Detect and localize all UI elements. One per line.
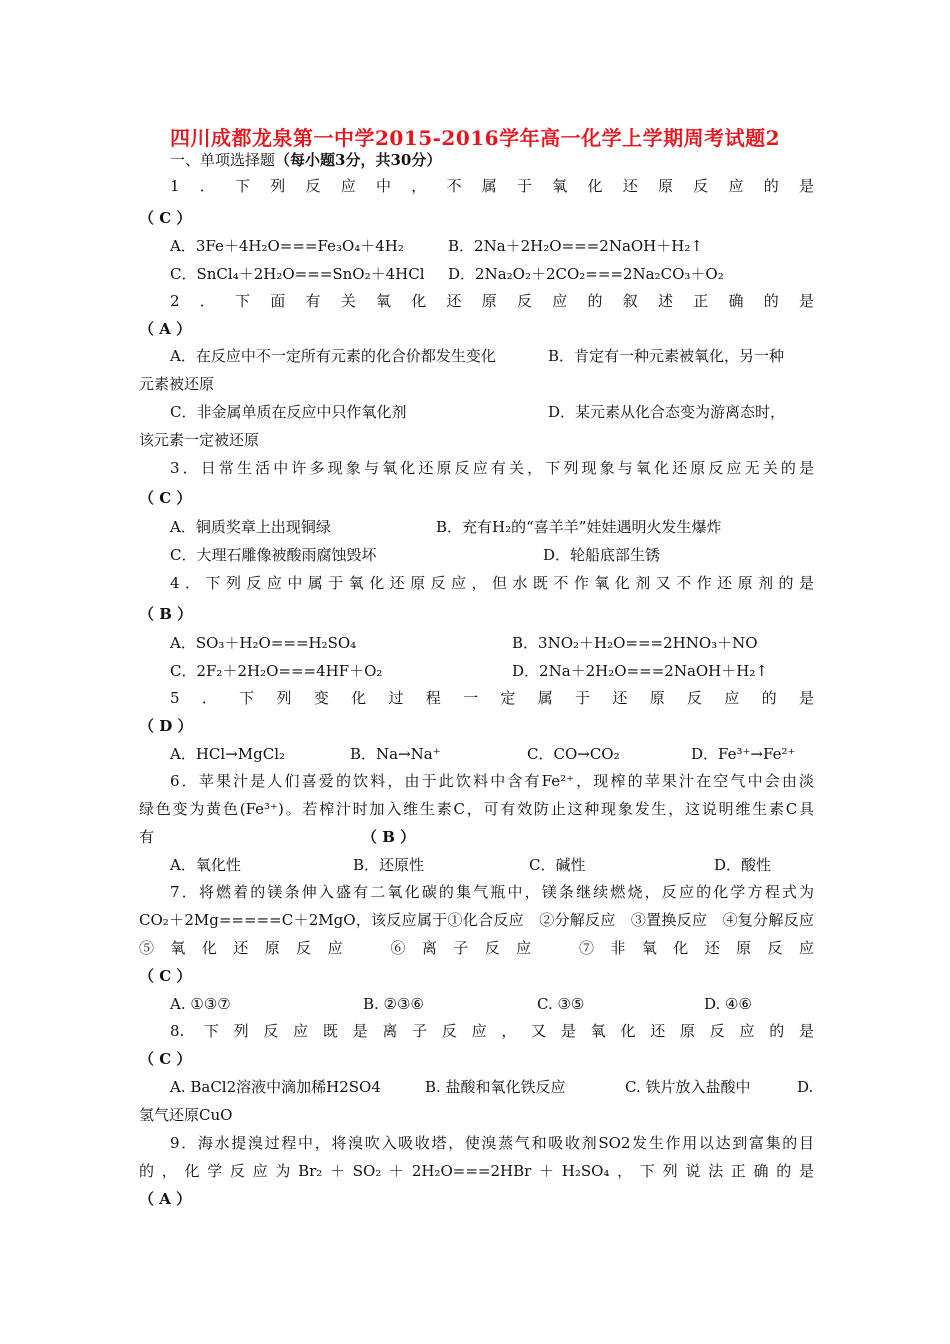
q8-option-d: D. bbox=[797, 1078, 814, 1096]
q5-option-b: B．Na→Na⁺ bbox=[350, 745, 441, 763]
q8-option-c: C. 铁片放入盐酸中 bbox=[625, 1078, 751, 1096]
q6-answer: （ B ） bbox=[362, 828, 416, 846]
q7-answer: （ C ） bbox=[139, 967, 192, 985]
q2-option-a: A．在反应中不一定所有元素的化合价都发生变化 bbox=[170, 347, 496, 365]
q8-stem: 8. 下列反应既是离子反应，又是氧化还原反应的是 bbox=[170, 1022, 814, 1040]
q1-option-b: B．2Na＋2H₂O===2NaOH＋H₂↑ bbox=[448, 237, 703, 255]
q1-option-d: D．2Na₂O₂＋2CO₂===2Na₂CO₃＋O₂ bbox=[448, 265, 724, 283]
q2-answer: （ A ） bbox=[139, 320, 192, 338]
q7-option-c: C. ③⑤ bbox=[537, 995, 585, 1013]
q1-option-c: C．SnCl₄＋2H₂O===SnO₂＋4HCl bbox=[170, 265, 425, 283]
q1-option-a: A．3Fe＋4H₂O===Fe₃O₄＋4H₂ bbox=[170, 237, 404, 255]
q8-option-d-cont: 氢气还原CuO bbox=[139, 1106, 233, 1124]
q7-stem-line3: ⑤氧化还原反应 ⑥离子反应 ⑦非氧化还原反应 bbox=[139, 939, 814, 957]
q6-option-a: A．氧化性 bbox=[170, 856, 241, 874]
q4-answer: （ B ） bbox=[139, 605, 193, 623]
q4-option-a: A．SO₃＋H₂O===H₂SO₄ bbox=[170, 634, 357, 652]
q2-option-b: B．肯定有一种元素被氧化，另一种 bbox=[548, 347, 785, 365]
q6-stem-line1: 6．苹果汁是人们喜爱的饮料，由于此饮料中含有Fe²⁺，现榨的苹果汁在空气中会由淡 bbox=[170, 772, 814, 790]
q7-stem-line2: CO₂＋2Mg=====C＋2MgO，该反应属于①化合反应 ②分解反应 ③置换反应 ④复分解反应 bbox=[139, 911, 814, 929]
q6-stem-line3: 有 bbox=[139, 828, 155, 846]
q4-option-b: B．3NO₂＋H₂O===2HNO₃＋NO bbox=[512, 634, 758, 652]
q4-option-c: C．2F₂＋2H₂O===4HF＋O₂ bbox=[170, 662, 383, 680]
q5-answer: （ D ） bbox=[139, 717, 193, 735]
q5-option-a: A．HCl→MgCl₂ bbox=[170, 745, 286, 763]
q2-option-b-cont: 元素被还原 bbox=[139, 375, 215, 393]
q3-option-c: C．大理石雕像被酸雨腐蚀毁坏 bbox=[170, 546, 377, 564]
q3-option-a: A．铜质奖章上出现铜绿 bbox=[170, 518, 331, 536]
q2-stem: 2．下面有关氧化还原反应的叙述正确的是 bbox=[170, 292, 814, 310]
q1-stem: 1．下列反应中，不属于氧化还原反应的是 bbox=[170, 177, 814, 195]
q3-option-b: B．充有H₂的“喜羊羊”娃娃遇明火发生爆炸 bbox=[436, 518, 722, 536]
q1-answer: （ C ） bbox=[139, 209, 192, 227]
q6-stem-line2: 绿色变为黄色(Fe³⁺)。若榨汁时加入维生素C，可有效防止这种现象发生，这说明维生素C具 bbox=[139, 800, 814, 818]
q7-option-d: D. ④⑥ bbox=[704, 995, 752, 1013]
q5-option-d: D．Fe³⁺→Fe²⁺ bbox=[691, 745, 796, 763]
q2-option-d: D．某元素从化合态变为游离态时， bbox=[548, 403, 786, 421]
q2-option-d-cont: 该元素一定被还原 bbox=[139, 431, 260, 449]
section-label: 一、单项选择题 bbox=[170, 151, 276, 169]
q3-answer: （ C ） bbox=[139, 489, 192, 507]
q5-option-c: C．CO→CO₂ bbox=[527, 745, 620, 763]
q3-stem: 3．日常生活中许多现象与氧化还原反应有关，下列现象与氧化还原反应无关的是 bbox=[170, 459, 814, 477]
q6-option-d: D．酸性 bbox=[714, 856, 772, 874]
q9-stem-line1: 9．海水提溴过程中，将溴吹入吸收塔，使溴蒸气和吸收剂SO2发生作用以达到富集的目 bbox=[170, 1134, 814, 1152]
q7-option-a: A. ①③⑦ bbox=[170, 995, 231, 1013]
q4-stem: 4．下列反应中属于氧化还原反应，但水既不作氧化剂又不作还原剂的是 bbox=[170, 574, 814, 592]
q5-stem: 5．下列变化过程一定属于还原反应的是 bbox=[170, 689, 814, 707]
q6-option-c: C．碱性 bbox=[529, 856, 586, 874]
q8-answer: （ C ） bbox=[139, 1050, 192, 1068]
section-note: （每小题3分，共30分） bbox=[275, 151, 442, 169]
q2-option-c: C．非金属单质在反应中只作氧化剂 bbox=[170, 403, 407, 421]
q7-option-b: B. ②③⑥ bbox=[363, 995, 424, 1013]
page-title: 四川成都龙泉第一中学2015-2016学年高一化学上学期周考试题2 bbox=[169, 126, 781, 150]
q6-option-b: B．还原性 bbox=[353, 856, 425, 874]
q9-answer: （ A ） bbox=[139, 1190, 192, 1208]
q8-option-a: A. BaCl2溶液中滴加稀H2SO4 bbox=[170, 1078, 381, 1096]
q4-option-d: D．2Na＋2H₂O===2NaOH＋H₂↑ bbox=[512, 662, 768, 680]
section-heading bbox=[170, 150, 441, 170]
q9-stem-line2: 的，化学反应为Br₂＋SO₂＋2H₂O===2HBr＋H₂SO₄，下列说法正确的是 bbox=[139, 1162, 814, 1180]
q8-option-b: B. 盐酸和氧化铁反应 bbox=[425, 1078, 566, 1096]
q7-stem-line1: 7．将燃着的镁条伸入盛有二氧化碳的集气瓶中，镁条继续燃烧，反应的化学方程式为 bbox=[170, 883, 814, 901]
q3-option-d: D．轮船底部生锈 bbox=[543, 546, 661, 564]
